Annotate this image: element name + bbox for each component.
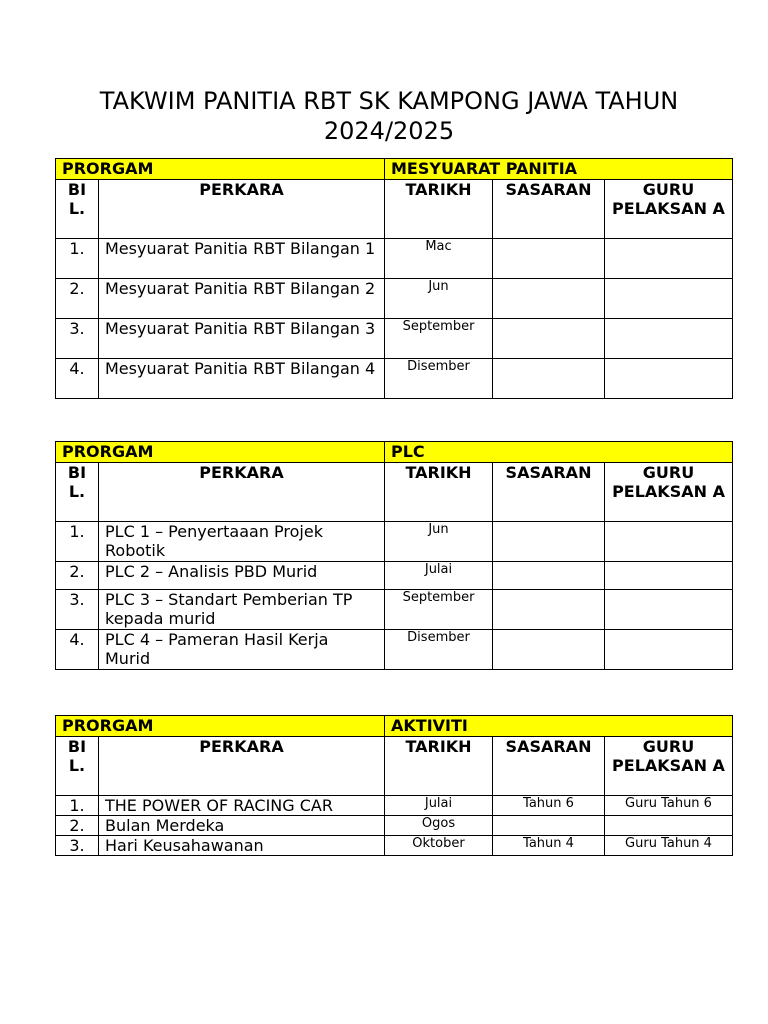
cell-perkara: Mesyuarat Panitia RBT Bilangan 3 [99, 319, 385, 359]
column-header-sasaran: SASARAN [493, 180, 605, 239]
cell-sasaran: Tahun 6 [493, 796, 605, 816]
table-row [56, 816, 733, 836]
column-header-perkara: PERKARA [99, 737, 385, 796]
cell-bil: 3. [56, 319, 99, 359]
cell-bil: 2. [56, 562, 99, 590]
table-row [56, 359, 733, 399]
document-title: TAKWIM PANITIA RBT SK KAMPONG JAWA TAHUN 2024/2025 [99, 87, 679, 145]
table-row [56, 562, 733, 590]
cell-tarikh: Disember [385, 630, 493, 670]
cell-sasaran [493, 239, 605, 279]
cell-guru [605, 630, 733, 670]
table-row [56, 319, 733, 359]
takwim-table-mesyuarat [55, 158, 733, 399]
program-value: MESYUARAT PANITIA [385, 159, 733, 180]
cell-bil: 2. [56, 279, 99, 319]
cell-bil: 3. [56, 836, 99, 856]
cell-perkara: Mesyuarat Panitia RBT Bilangan 2 [99, 279, 385, 319]
column-header-tarikh: TARIKH [385, 737, 493, 796]
column-header-guru: GURU PELAKSAN A [605, 180, 733, 239]
cell-tarikh: Jun [385, 522, 493, 562]
cell-perkara: PLC 2 – Analisis PBD Murid [99, 562, 385, 590]
column-header-guru: GURU PELAKSAN A [605, 463, 733, 522]
cell-guru [605, 590, 733, 630]
program-label: PRORGAM [56, 716, 385, 737]
table-row [56, 522, 733, 562]
cell-sasaran [493, 816, 605, 836]
cell-sasaran [493, 590, 605, 630]
column-header-sasaran: SASARAN [493, 737, 605, 796]
cell-tarikh: Julai [385, 562, 493, 590]
cell-tarikh: Oktober [385, 836, 493, 856]
column-header-bil: BI L. [56, 737, 99, 796]
cell-tarikh: September [385, 590, 493, 630]
column-header-perkara: PERKARA [99, 463, 385, 522]
cell-tarikh: Julai [385, 796, 493, 816]
cell-perkara: Bulan Merdeka [99, 816, 385, 836]
column-header-tarikh: TARIKH [385, 463, 493, 522]
cell-guru [605, 239, 733, 279]
table-row [56, 279, 733, 319]
program-header-row [56, 716, 733, 737]
table-row [56, 796, 733, 816]
cell-tarikh: Disember [385, 359, 493, 399]
cell-sasaran [493, 630, 605, 670]
column-header-bil: BI L. [56, 180, 99, 239]
cell-sasaran [493, 359, 605, 399]
cell-tarikh: Jun [385, 279, 493, 319]
cell-perkara: Hari Keusahawanan [99, 836, 385, 856]
table-row [56, 630, 733, 670]
program-header-row [56, 159, 733, 180]
cell-sasaran [493, 522, 605, 562]
table-row [56, 836, 733, 856]
cell-sasaran: Tahun 4 [493, 836, 605, 856]
column-header-row [56, 463, 733, 522]
cell-perkara: Mesyuarat Panitia RBT Bilangan 1 [99, 239, 385, 279]
cell-tarikh: Ogos [385, 816, 493, 836]
column-header-perkara: PERKARA [99, 180, 385, 239]
cell-guru [605, 319, 733, 359]
column-header-row [56, 737, 733, 796]
cell-guru [605, 522, 733, 562]
cell-guru: Guru Tahun 4 [605, 836, 733, 856]
program-header-row [56, 442, 733, 463]
column-header-tarikh: TARIKH [385, 180, 493, 239]
cell-tarikh: September [385, 319, 493, 359]
cell-guru: Guru Tahun 6 [605, 796, 733, 816]
program-value: PLC [385, 442, 733, 463]
takwim-table-aktiviti [55, 715, 733, 856]
cell-bil: 3. [56, 590, 99, 630]
cell-bil: 1. [56, 239, 99, 279]
takwim-table-plc [55, 441, 733, 670]
cell-perkara: Mesyuarat Panitia RBT Bilangan 4 [99, 359, 385, 399]
program-value: AKTIVITI [385, 716, 733, 737]
cell-guru [605, 816, 733, 836]
cell-sasaran [493, 562, 605, 590]
program-label: PRORGAM [56, 442, 385, 463]
table-row [56, 239, 733, 279]
cell-guru [605, 279, 733, 319]
cell-bil: 4. [56, 359, 99, 399]
cell-sasaran [493, 279, 605, 319]
program-label: PRORGAM [56, 159, 385, 180]
cell-guru [605, 359, 733, 399]
column-header-row [56, 180, 733, 239]
cell-bil: 4. [56, 630, 99, 670]
table-row [56, 590, 733, 630]
column-header-guru: GURU PELAKSAN A [605, 737, 733, 796]
column-header-sasaran: SASARAN [493, 463, 605, 522]
cell-bil: 1. [56, 522, 99, 562]
cell-perkara: PLC 3 – Standart Pemberian TP kepada murid [99, 590, 385, 630]
cell-perkara: PLC 1 – Penyertaaan Projek Robotik [99, 522, 385, 562]
cell-bil: 1. [56, 796, 99, 816]
cell-bil: 2. [56, 816, 99, 836]
cell-sasaran [493, 319, 605, 359]
cell-tarikh: Mac [385, 239, 493, 279]
cell-guru [605, 562, 733, 590]
cell-perkara: THE POWER OF RACING CAR [99, 796, 385, 816]
cell-perkara: PLC 4 – Pameran Hasil Kerja Murid [99, 630, 385, 670]
column-header-bil: BI L. [56, 463, 99, 522]
